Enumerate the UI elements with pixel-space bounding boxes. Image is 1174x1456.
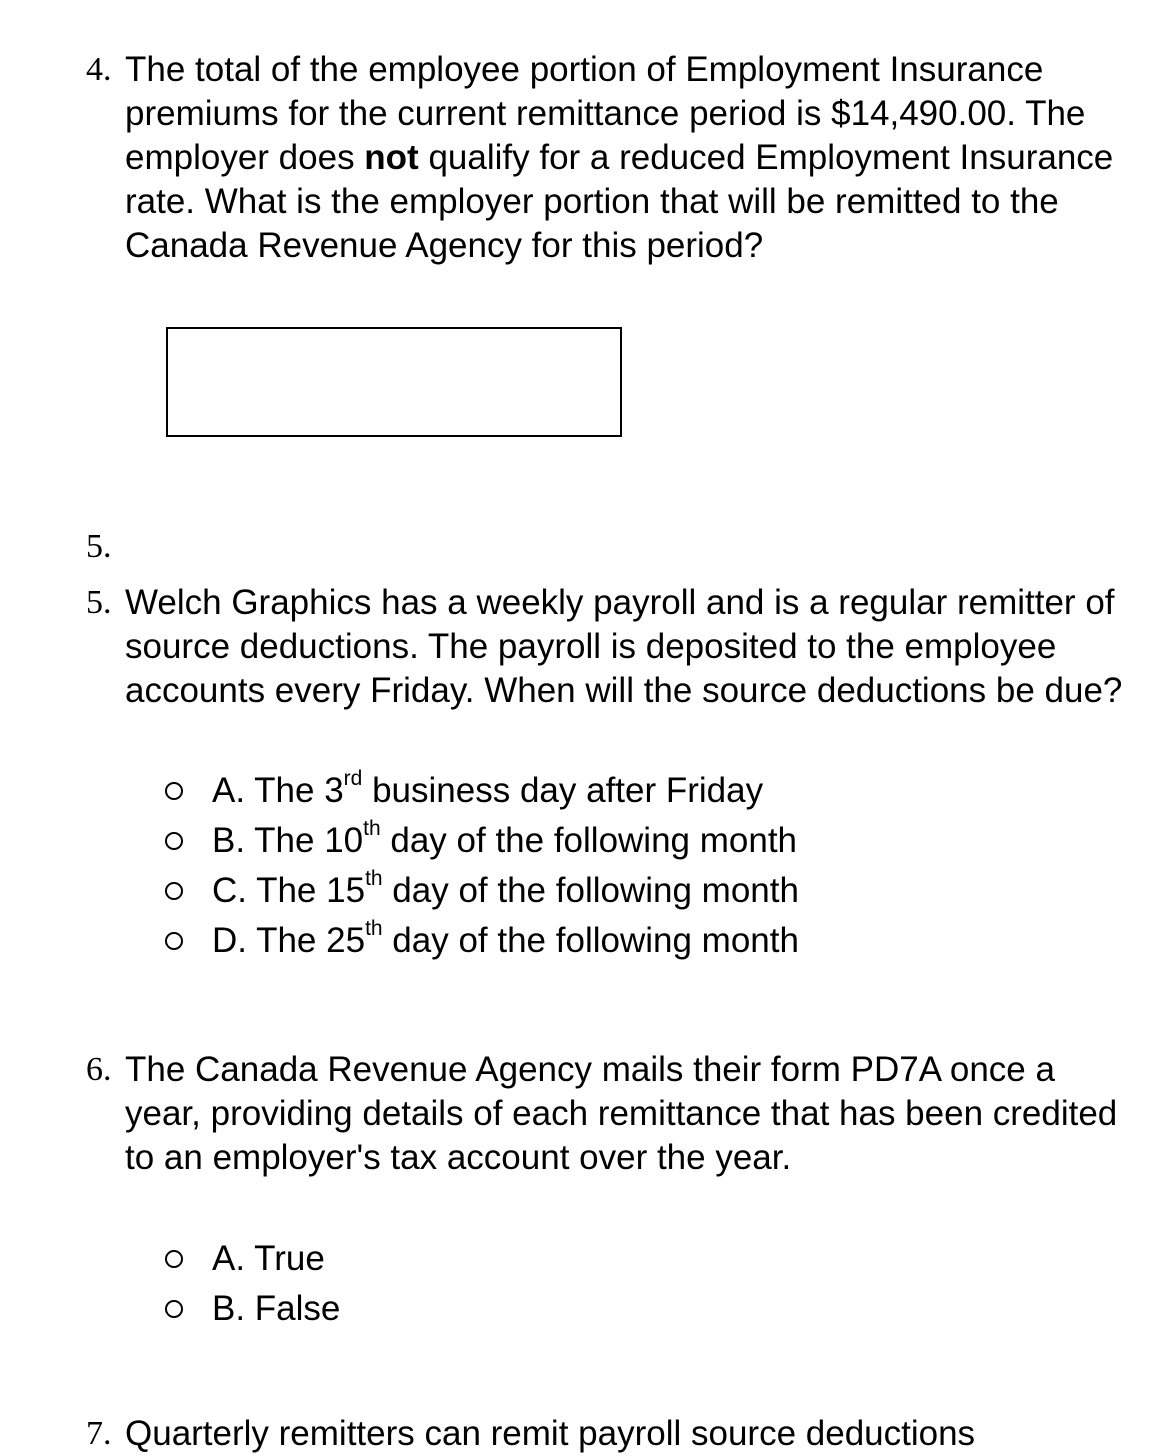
option-a[interactable] [160,769,763,813]
question-number: 5. [86,584,112,621]
option-label-prefix: C. The 15 [212,871,366,910]
question-number: 7. [86,1415,112,1452]
radio-circle-icon[interactable] [165,1250,183,1268]
option-d[interactable] [160,919,799,963]
option-label-prefix: B. The 10 [212,821,364,860]
option-label-suffix: day of the following month [382,921,799,960]
option-label-superscript: th [365,917,383,941]
radio-circle-icon[interactable] [165,932,183,950]
option-label-superscript: th [365,867,383,891]
option-label-suffix: business day after Friday [362,771,764,810]
option-label-prefix: A. The 3 [212,771,344,810]
option-label: A. True [212,1239,325,1278]
option-label-superscript: th [363,817,381,841]
option-false[interactable] [160,1287,340,1331]
option-c[interactable] [160,869,799,913]
option-label: B. False [212,1289,341,1328]
option-label [212,919,799,963]
option-label [212,869,799,913]
option-label [212,819,797,863]
question-text-part: The total of the employee portion of Employment Insurance premiums for the current remittance period is $14,490.00. The employer does [125,50,1086,177]
radio-circle-icon[interactable] [165,782,183,800]
question-text: The Canada Revenue Agency mails their form PD7A once a year, providing details of each remittance that has been credited to an employer's tax account over the year. [125,1050,1118,1177]
option-label [212,769,763,813]
question-number: 4. [86,51,112,88]
radio-circle-icon[interactable] [165,832,183,850]
question-text: Welch Graphics has a weekly payroll and is a regular remitter of source deductions. The payroll is deposited to the employee accounts every Friday. When will the source deductions be due? [125,583,1123,710]
radio-circle-icon[interactable] [165,882,183,900]
option-label-suffix: day of the following month [380,821,798,860]
option-b[interactable] [160,819,797,863]
question-text: Quarterly remitters can remit payroll source deductions [125,1414,976,1453]
question-text-bold: not [364,138,419,177]
option-label-suffix: day of the following month [382,871,799,910]
option-true[interactable] [160,1237,325,1281]
option-label-prefix: D. The 25 [212,921,366,960]
answer-input-box[interactable] [166,327,622,437]
question-text-part: qualify for a reduced Employment Insurance rate. What is the employer portion that will be remitted to the Canada Revenue Agency for this period? [125,138,1114,265]
radio-circle-icon[interactable] [165,1300,183,1318]
question-text [125,48,1125,268]
question-7-cutoff [0,1412,1174,1453]
question-number: 6. [86,1051,112,1088]
stray-question-number: 5. [86,528,112,565]
option-label-superscript: rd [343,767,363,791]
